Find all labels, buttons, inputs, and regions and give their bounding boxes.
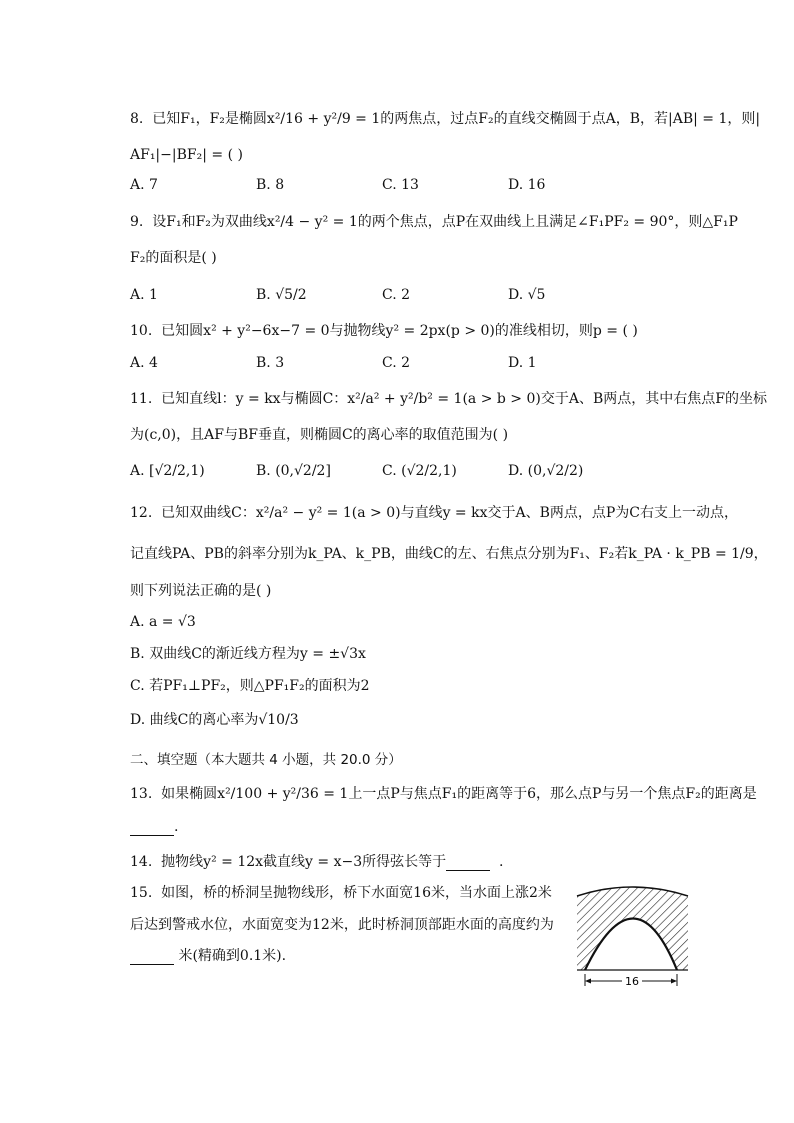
q12-line2: 记直线PA、PB的斜率分别为k_PA、k_PB，曲线C的左、右焦点分别为F₁、F₂若k_PA · k_PB = 1/9， <box>130 546 768 562</box>
q10-number: 10. <box>130 323 153 339</box>
q9-option-b: B. √5/2 <box>256 287 307 303</box>
q9-option-a: A. 1 <box>130 287 158 303</box>
q11-line1 <box>130 390 767 408</box>
q13-line2 <box>130 818 178 836</box>
section-2-title: 二、填空题（本大题共 4 小题，共 20.0 分） <box>130 752 402 768</box>
q13-number: 13. <box>130 786 153 802</box>
q11-number: 11. <box>130 391 153 407</box>
q10-line1 <box>130 322 638 340</box>
q12-line3: 则下列说法正确的是( ) <box>130 583 272 599</box>
q11-option-a: A. [√2/2,1) <box>130 463 205 479</box>
q12-option-d: D. 曲线C的离心率为√10/3 <box>130 712 299 728</box>
q15-line3 <box>130 947 286 965</box>
q8-option-d: D. 16 <box>508 177 546 193</box>
q9-line2: F₂的面积是( ) <box>130 250 217 266</box>
q11-option-c: C. (√2/2,1) <box>382 463 457 479</box>
q15-answer-blank[interactable] <box>130 950 174 965</box>
q15-suffix: 米(精确到0.1米). <box>178 948 287 964</box>
q10-stem-1: 已知圆x² + y²−6x−7 = 0与抛物线y² = 2px(p > 0)的准线相切，则p = ( ) <box>161 323 638 339</box>
q8-option-a: A. 7 <box>130 177 158 193</box>
q13-stem-1: 如果椭圆x²/100 + y²/36 = 1上一点P与焦点F₁的距离等于6，那么点P与另一个焦点F₂的距离是 <box>161 786 757 802</box>
q10-option-b: B. 3 <box>256 355 285 371</box>
q8-line2: AF₁|−|BF₂| = ( ) <box>130 147 243 163</box>
q11-line2: 为(c,0)，且AF与BF垂直，则椭圆C的离心率的取值范围为( ) <box>130 427 509 443</box>
q14-answer-blank[interactable] <box>446 856 490 871</box>
q10-option-d: D. 1 <box>508 355 537 371</box>
q8-number: 8. <box>130 111 144 127</box>
q14-line1 <box>130 853 503 871</box>
arrow-right-icon <box>671 979 677 984</box>
q8-option-b: B. 8 <box>256 177 285 193</box>
q15-stem-1: 如图，桥的桥洞呈抛物线形，桥下水面宽16米，当水面上涨2米 <box>161 885 552 901</box>
q9-number: 9. <box>130 214 144 230</box>
q13-suffix: . <box>174 819 179 835</box>
q12-option-c: C. 若PF₁⊥PF₂，则△PF₁F₂的面积为2 <box>130 678 370 694</box>
q15-number: 15. <box>130 885 153 901</box>
q14-stem-1: 抛物线y² = 12x截直线y = x−3所得弦长等于 <box>161 854 447 870</box>
q12-number: 12. <box>130 505 153 521</box>
q9-stem-1: 设F₁和F₂为双曲线x²/4 − y² = 1的两个焦点，点P在双曲线上且满足∠F₁PF₂ = 90°，则△F₁P <box>152 214 738 230</box>
q12-line1 <box>130 504 738 522</box>
q15-line1 <box>130 884 552 902</box>
bridge-diagram <box>575 882 690 990</box>
q8-line1 <box>130 110 760 128</box>
q11-option-b: B. (0,√2/2] <box>256 463 331 479</box>
q12-stem-1: 已知双曲线C：x²/a² − y² = 1(a > 0)与直线y = kx交于A、B两点，点P为C右支上一动点， <box>161 505 739 521</box>
q9-option-c: C. 2 <box>382 287 411 303</box>
q12-option-a: A. a = √3 <box>130 614 196 630</box>
q8-stem-1: 已知F₁，F₂是椭圆x²/16 + y²/9 = 1的两焦点，过点F₂的直线交椭圆于点A，B，若|AB| = 1，则| <box>152 111 761 127</box>
q8-option-c: C. 13 <box>382 177 419 193</box>
arrow-left-icon <box>585 979 591 984</box>
q9-option-d: D. √5 <box>508 287 546 303</box>
bridge-figure <box>575 882 690 990</box>
q12-option-b: B. 双曲线C的渐近线方程为y = ±√3x <box>130 646 366 662</box>
q10-option-a: A. 4 <box>130 355 158 371</box>
q11-stem-1: 已知直线l：y = kx与椭圆C：x²/a² + y²/b² = 1(a > b > 0)交于A、B两点，其中右焦点F的坐标 <box>161 391 767 407</box>
q10-option-c: C. 2 <box>382 355 411 371</box>
q13-answer-blank[interactable] <box>130 821 174 836</box>
q11-option-d: D. (0,√2/2) <box>508 463 584 479</box>
figure-width-label: 16 <box>625 975 639 988</box>
q15-line2: 后达到警戒水位，水面宽变为12米，此时桥洞顶部距水面的高度约为 <box>130 917 554 933</box>
q14-number: 14. <box>130 854 153 870</box>
q13-line1 <box>130 785 757 803</box>
q14-suffix: . <box>499 854 504 870</box>
q9-line1 <box>130 213 738 231</box>
